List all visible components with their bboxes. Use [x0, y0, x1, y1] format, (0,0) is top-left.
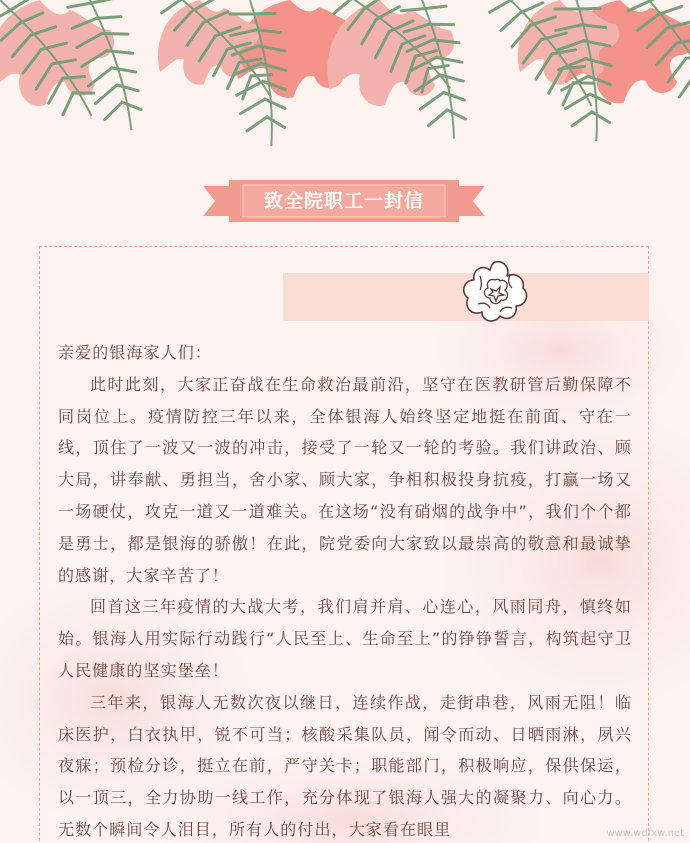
- tropical-leaves-banner: [0, 0, 690, 150]
- letter-title: 致全院职工一封信: [263, 190, 424, 212]
- letter-greeting: 亲爱的银海家人们：: [58, 343, 212, 362]
- letter-paragraph: 此时此刻，大家正奋战在生命救治最前沿，坚守在医教研管后勤保障不同岗位上。疫情防控三年以来，全体银海人始终坚定地挺在前面、守在一线，顶住了一波又一波的冲击，接受了一轮又一轮的考验。我们讲政治、顾大局，讲奉献、勇担当，舍小家、顾大家，争相积极投身抗疫，打赢一场又一场硬仗，攻克一道又一道难关。在这场“没有硝烟的战争中”，我们个个都是勇士，都是银海的骄傲！在此，院党委向大家致以最崇高的敬意和最诚挚的感谢，大家辛苦了！: [58, 374, 632, 585]
- letter-paragraph: 回首这三年疫情的大战大考，我们肩并肩、心连心，风雨同舟，慎终如始。银海人用实际行动践行“人民至上、生命至上”的铮铮誓言，构筑起守卫人民健康的坚实堡垒！: [58, 597, 632, 680]
- site-watermark: www.wdfxw.net: [606, 828, 684, 839]
- title-ribbon: [203, 176, 485, 226]
- letter-paragraph: 三年来，银海人无数次夜以继日，连续作战，走街串巷，风雨无阻！临床医护，白衣执甲，锐不可当；核酸采集队员，闻令而动、日晒雨淋，夙兴夜寐；预检分诊，挺立在前，严守关卡；职能部门，积极响应，保供保运，以一顶三，全力协助一线工作，充分体现了银海人强大的凝聚力、向心力。无数个瞬间令人泪目，所有人的付出，大家看在眼里: [58, 692, 632, 839]
- flower-outline-icon: [460, 258, 530, 324]
- letter-body: [58, 337, 632, 843]
